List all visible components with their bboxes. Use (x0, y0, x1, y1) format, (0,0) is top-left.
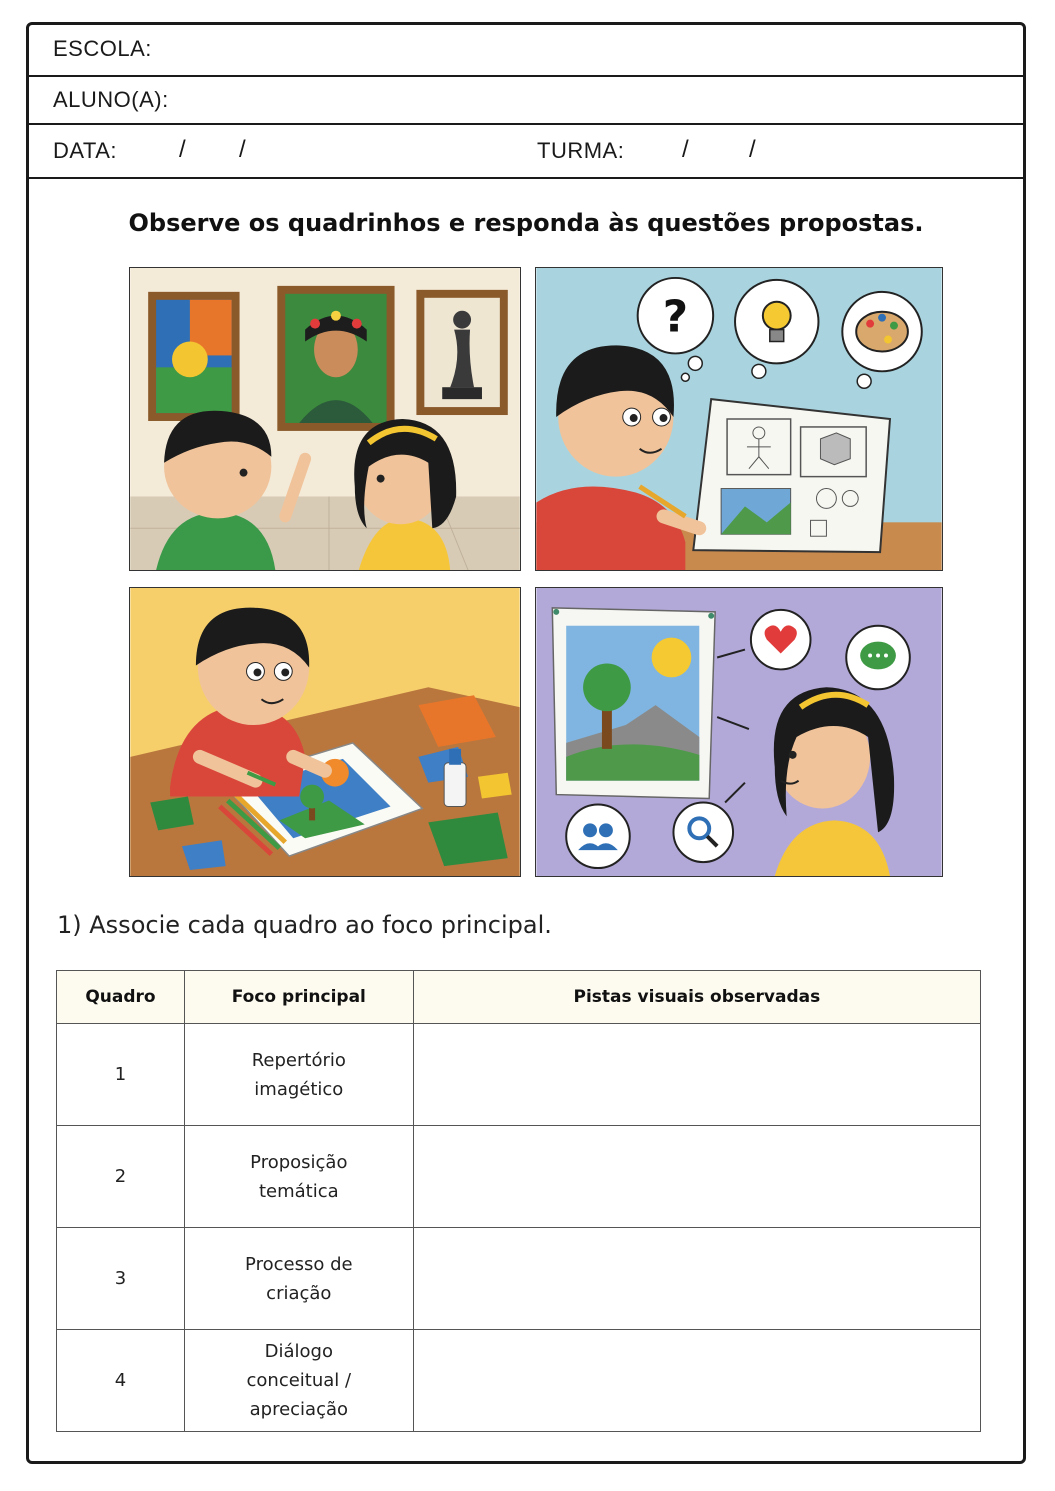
association-table (56, 970, 981, 1432)
header-foco-principal: Foco principal (184, 971, 413, 1024)
table-row (57, 1228, 981, 1330)
row-clues-answer[interactable] (413, 1126, 980, 1228)
row-focus-cell (184, 1228, 413, 1330)
row-focus: Proposição temática (250, 1151, 348, 1202)
appreciation-scene-illustration (536, 588, 942, 876)
header-pistas-visuais: Pistas visuais observadas (413, 971, 980, 1024)
row-focus-cell (184, 1126, 413, 1228)
worksheet-frame (26, 22, 1026, 1464)
comic-panel-1 (129, 267, 521, 571)
row-focus: Repertório imagético (251, 1049, 346, 1100)
sketchbook-scene-illustration (536, 268, 942, 570)
museum-scene-illustration (130, 268, 520, 570)
row-clues-answer[interactable] (413, 1228, 980, 1330)
collage-scene-illustration (130, 588, 520, 876)
header-quadro: Quadro (57, 971, 185, 1024)
table-row (57, 1330, 981, 1432)
comic-panel-3 (129, 587, 521, 877)
class-slash-2: / (749, 136, 756, 163)
class-slash-1: / (682, 136, 689, 163)
student-row[interactable] (29, 77, 1023, 125)
table-row (57, 1024, 981, 1126)
class-label: TURMA: (537, 138, 625, 163)
date-slash-1: / (179, 136, 186, 163)
instruction-title: Observe os quadrinhos e responda às questões propostas. (128, 209, 924, 237)
comic-panel-4 (535, 587, 943, 877)
row-focus: Diálogo conceitual / apreciação (246, 1341, 352, 1420)
row-number: 2 (57, 1126, 185, 1228)
row-clues-answer[interactable] (413, 1330, 980, 1432)
school-label: ESCOLA: (53, 36, 152, 61)
row-focus: Processo de criação (245, 1253, 353, 1304)
lightbulb-icon (763, 302, 791, 330)
school-row[interactable] (29, 25, 1023, 77)
student-label: ALUNO(A): (53, 87, 169, 112)
row-number: 4 (57, 1330, 185, 1432)
comic-panel-2 (535, 267, 943, 571)
users-icon (583, 823, 597, 837)
row-focus-cell (184, 1024, 413, 1126)
question-1: 1) Associe cada quadro ao foco principal. (57, 911, 552, 939)
row-number: 1 (57, 1024, 185, 1126)
date-class-row[interactable] (29, 125, 1023, 179)
date-label: DATA: (53, 138, 118, 163)
table-header-row (57, 971, 981, 1024)
svg-text:?: ? (662, 291, 689, 343)
row-focus-cell (184, 1330, 413, 1432)
row-clues-answer[interactable] (413, 1024, 980, 1126)
date-slash-2: / (239, 136, 246, 163)
row-number: 3 (57, 1228, 185, 1330)
table-row (57, 1126, 981, 1228)
